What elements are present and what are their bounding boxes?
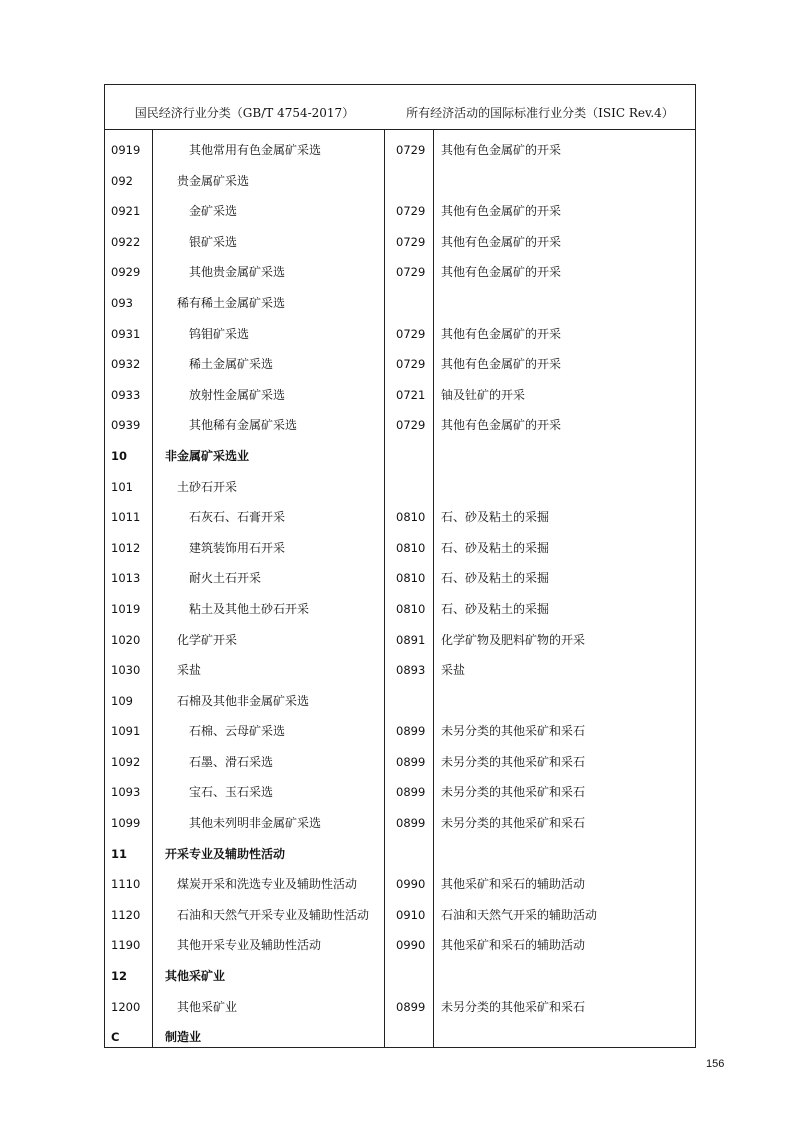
table-row bbox=[105, 349, 695, 380]
row-isic-name: 化学矿物及肥料矿物的开采 bbox=[441, 632, 586, 647]
row-isic-code: 0721 bbox=[396, 387, 426, 402]
table-row bbox=[105, 257, 695, 288]
row-isic-name: 石油和天然气开采的辅助活动 bbox=[441, 907, 598, 922]
row-code: 10 bbox=[111, 448, 128, 463]
row-code: 1110 bbox=[111, 877, 141, 892]
row-isic-name: 未另分类的其他采矿和采石 bbox=[441, 754, 586, 769]
row-name: 稀土金属矿采选 bbox=[189, 357, 274, 372]
table-row bbox=[105, 808, 695, 839]
row-isic-name: 其他有色金属矿的开采 bbox=[441, 326, 562, 341]
row-isic-name: 采盐 bbox=[441, 663, 466, 678]
row-isic-name: 其他有色金属矿的开采 bbox=[441, 357, 562, 372]
table-header bbox=[105, 85, 695, 130]
table-row bbox=[105, 1022, 695, 1053]
table-row bbox=[105, 196, 695, 227]
table-row bbox=[105, 502, 695, 533]
row-isic-name: 其他有色金属矿的开采 bbox=[441, 204, 562, 219]
row-isic-code: 0899 bbox=[396, 724, 426, 739]
table-row bbox=[105, 410, 695, 441]
table-body bbox=[105, 135, 695, 1053]
row-isic-code: 0899 bbox=[396, 816, 426, 831]
table-row bbox=[105, 992, 695, 1023]
row-isic-code: 0729 bbox=[396, 234, 426, 249]
row-name: 土砂石开采 bbox=[177, 479, 238, 494]
row-name: 其他贵金属矿采选 bbox=[189, 265, 286, 280]
row-name: 金矿采选 bbox=[189, 204, 238, 219]
row-name: 钨钼矿采选 bbox=[189, 326, 250, 341]
row-isic-code: 0910 bbox=[396, 907, 426, 922]
table-row bbox=[105, 686, 695, 717]
row-name: 粘土及其他土砂石开采 bbox=[189, 601, 310, 616]
table-row bbox=[105, 869, 695, 900]
table-row bbox=[105, 533, 695, 564]
row-code: 0922 bbox=[111, 234, 141, 249]
row-name: 其他稀有金属矿采选 bbox=[189, 418, 298, 433]
row-isic-code: 0810 bbox=[396, 540, 426, 555]
table-row bbox=[105, 655, 695, 686]
row-isic-code: 0990 bbox=[396, 877, 426, 892]
row-isic-name: 石、砂及粘土的采掘 bbox=[441, 540, 550, 555]
row-name: 银矿采选 bbox=[189, 234, 238, 249]
page-number: 156 bbox=[706, 1058, 725, 1070]
row-name: 石棉、云母矿采选 bbox=[189, 724, 286, 739]
row-name: 非金属矿采选业 bbox=[165, 448, 250, 463]
table-row bbox=[105, 380, 695, 411]
row-isic-code: 0990 bbox=[396, 938, 426, 953]
row-isic-code: 0891 bbox=[396, 632, 426, 647]
row-name: 建筑装饰用石开采 bbox=[189, 540, 286, 555]
row-isic-name: 未另分类的其他采矿和采石 bbox=[441, 724, 586, 739]
row-code: 11 bbox=[111, 846, 128, 861]
row-name: 制造业 bbox=[165, 1030, 202, 1045]
table-row bbox=[105, 472, 695, 503]
row-isic-name: 其他有色金属矿的开采 bbox=[441, 265, 562, 280]
header-isic: 所有经济活动的国际标准行业分类（ISIC Rev.4） bbox=[406, 106, 674, 120]
row-isic-code: 0729 bbox=[396, 143, 426, 157]
table-row bbox=[105, 961, 695, 992]
table-row bbox=[105, 747, 695, 778]
row-code: 0919 bbox=[111, 143, 141, 157]
table-row bbox=[105, 319, 695, 350]
row-name: 稀有稀土金属矿采选 bbox=[177, 295, 286, 310]
row-isic-name: 石、砂及粘土的采掘 bbox=[441, 510, 550, 525]
row-isic-code: 0729 bbox=[396, 326, 426, 341]
row-isic-code: 0729 bbox=[396, 418, 426, 433]
row-code: 0932 bbox=[111, 357, 141, 372]
table-row bbox=[105, 288, 695, 319]
row-code: 1019 bbox=[111, 601, 141, 616]
row-name: 石灰石、石膏开采 bbox=[189, 510, 286, 525]
table-row bbox=[105, 777, 695, 808]
row-code: 0921 bbox=[111, 204, 141, 219]
row-code: 1030 bbox=[111, 663, 141, 678]
row-isic-code: 0899 bbox=[396, 754, 426, 769]
table-row bbox=[105, 166, 695, 197]
row-name: 贵金属矿采选 bbox=[177, 173, 250, 188]
table-row bbox=[105, 563, 695, 594]
table-row bbox=[105, 900, 695, 931]
table-row bbox=[105, 227, 695, 258]
row-code: 109 bbox=[111, 693, 133, 708]
row-isic-name: 其他有色金属矿的开采 bbox=[441, 143, 562, 157]
row-isic-name: 石、砂及粘土的采掘 bbox=[441, 601, 550, 616]
table-row bbox=[105, 135, 695, 166]
row-isic-name: 其他有色金属矿的开采 bbox=[441, 234, 562, 249]
row-code: 101 bbox=[111, 479, 133, 494]
row-code: 093 bbox=[111, 295, 133, 310]
row-code: 1011 bbox=[111, 510, 141, 525]
row-code: 0939 bbox=[111, 418, 141, 433]
row-isic-name: 石、砂及粘土的采掘 bbox=[441, 571, 550, 586]
row-isic-code: 0899 bbox=[396, 785, 426, 800]
row-name: 开采专业及辅助性活动 bbox=[165, 846, 286, 861]
row-name: 放射性金属矿采选 bbox=[189, 387, 286, 402]
table-row bbox=[105, 716, 695, 747]
row-isic-code: 0810 bbox=[396, 510, 426, 525]
classification-table bbox=[104, 84, 696, 1048]
row-isic-code: 0899 bbox=[396, 999, 426, 1014]
row-name: 其他采矿业 bbox=[177, 999, 238, 1014]
row-code: 1012 bbox=[111, 540, 141, 555]
row-isic-code: 0729 bbox=[396, 357, 426, 372]
row-code: 1200 bbox=[111, 999, 141, 1014]
row-name: 煤炭开采和洗选专业及辅助性活动 bbox=[177, 877, 358, 892]
table-row bbox=[105, 594, 695, 625]
row-code: 1091 bbox=[111, 724, 141, 739]
row-code: C bbox=[111, 1030, 120, 1045]
row-name: 石棉及其他非金属矿采选 bbox=[177, 693, 310, 708]
row-name: 其他采矿业 bbox=[165, 969, 226, 984]
row-isic-code: 0729 bbox=[396, 265, 426, 280]
row-name: 石油和天然气开采专业及辅助性活动 bbox=[177, 907, 370, 922]
table-row bbox=[105, 930, 695, 961]
row-isic-name: 铀及钍矿的开采 bbox=[441, 387, 526, 402]
row-code: 092 bbox=[111, 173, 133, 188]
row-code: 1093 bbox=[111, 785, 141, 800]
row-name: 石墨、滑石采选 bbox=[189, 754, 274, 769]
row-name: 其他未列明非金属矿采选 bbox=[189, 816, 322, 831]
row-isic-name: 其他采矿和采石的辅助活动 bbox=[441, 938, 586, 953]
row-isic-name: 其他采矿和采石的辅助活动 bbox=[441, 877, 586, 892]
table-row bbox=[105, 839, 695, 870]
row-name: 其他开采专业及辅助性活动 bbox=[177, 938, 322, 953]
row-isic-code: 0729 bbox=[396, 204, 426, 219]
row-code: 1190 bbox=[111, 938, 141, 953]
row-isic-code: 0810 bbox=[396, 571, 426, 586]
row-name: 采盐 bbox=[177, 663, 202, 678]
row-isic-name: 未另分类的其他采矿和采石 bbox=[441, 816, 586, 831]
header-gbt: 国民经济行业分类（GB/T 4754-2017） bbox=[134, 106, 355, 120]
row-code: 0931 bbox=[111, 326, 141, 341]
row-name: 宝石、玉石采选 bbox=[189, 785, 274, 800]
row-code: 12 bbox=[111, 969, 128, 984]
row-code: 1013 bbox=[111, 571, 141, 586]
row-name: 化学矿开采 bbox=[177, 632, 238, 647]
row-isic-name: 未另分类的其他采矿和采石 bbox=[441, 999, 586, 1014]
table-row bbox=[105, 625, 695, 656]
row-code: 0929 bbox=[111, 265, 141, 280]
row-name: 其他常用有色金属矿采选 bbox=[189, 143, 322, 157]
row-isic-name: 未另分类的其他采矿和采石 bbox=[441, 785, 586, 800]
table-row bbox=[105, 441, 695, 472]
row-code: 1120 bbox=[111, 907, 141, 922]
row-code: 1092 bbox=[111, 754, 141, 769]
row-name: 耐火土石开采 bbox=[189, 571, 262, 586]
row-isic-code: 0893 bbox=[396, 663, 426, 678]
row-code: 1099 bbox=[111, 816, 141, 831]
row-isic-code: 0810 bbox=[396, 601, 426, 616]
row-code: 1020 bbox=[111, 632, 141, 647]
row-isic-name: 其他有色金属矿的开采 bbox=[441, 418, 562, 433]
row-code: 0933 bbox=[111, 387, 141, 402]
